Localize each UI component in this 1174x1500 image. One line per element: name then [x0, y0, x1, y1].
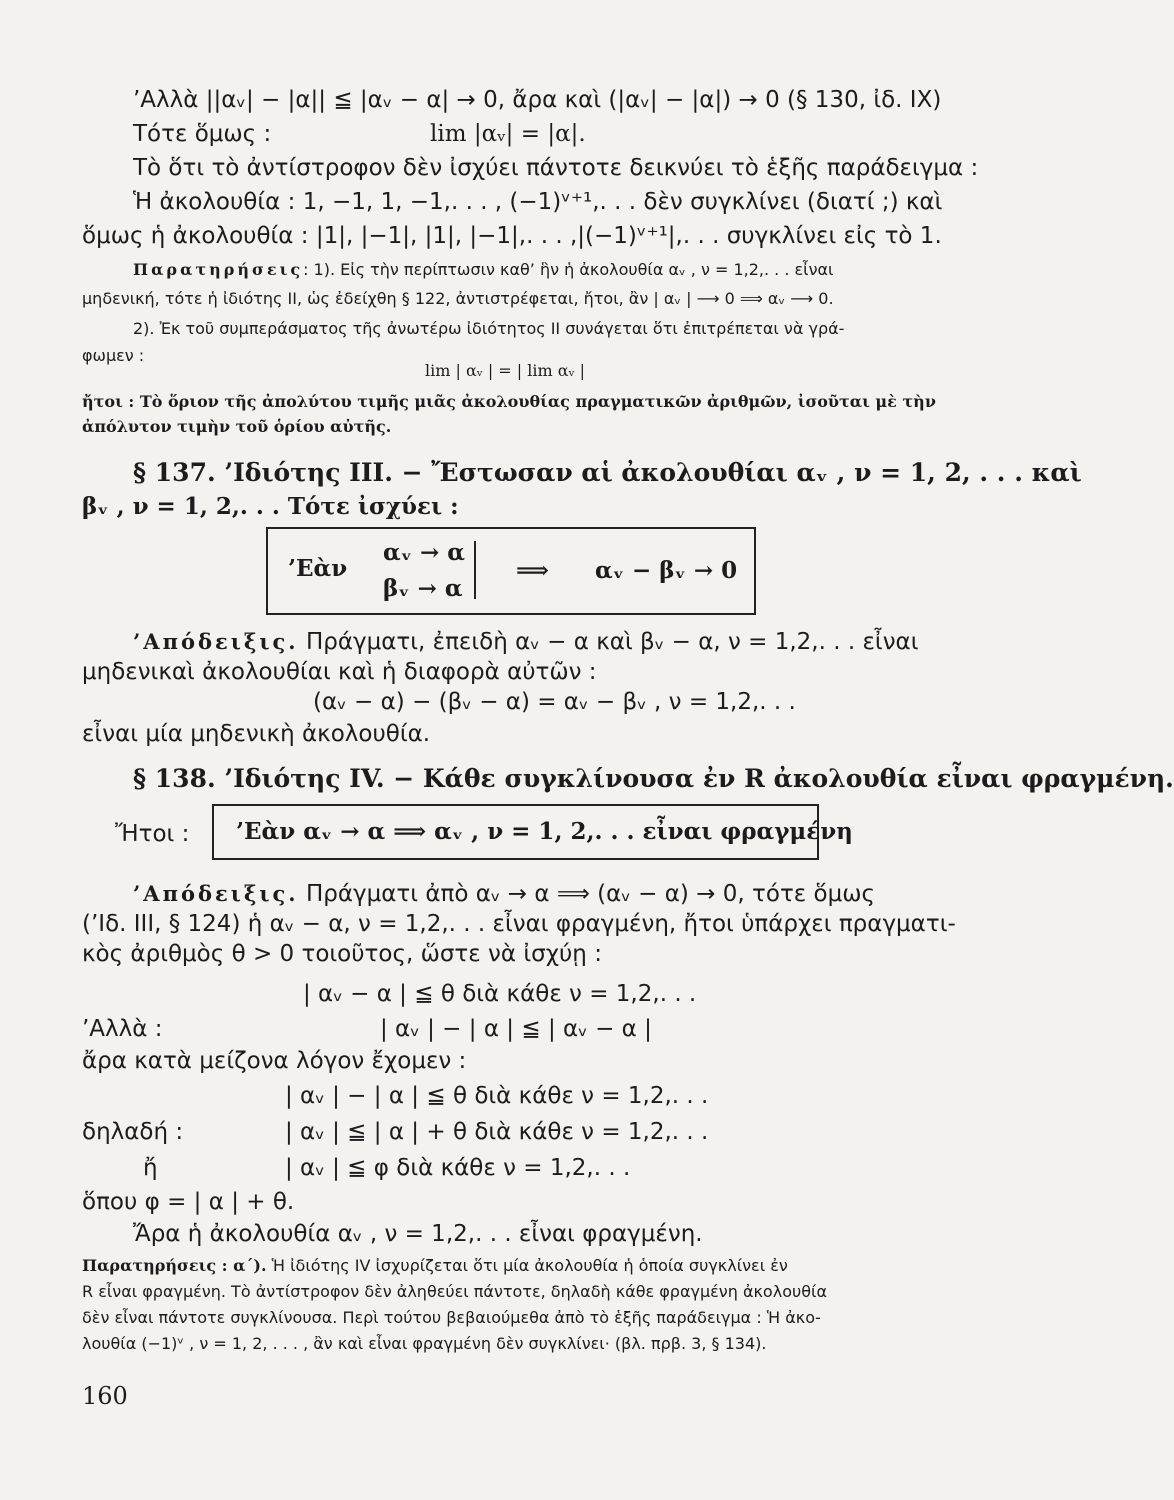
formula-line-5: | αᵥ | ≦ φ διὰ κάθε ν = 1,2,. . . [285, 1155, 631, 1181]
note-line-2: R εἶναι φραγμένη. Τὸ ἀντίστροφον δὲν ἀληθεύει πάντοτε, δηλαδὴ κάθε φραγμένη ἀκολουθία [82, 1282, 827, 1301]
text-line-2: Τότε ὅμως : [133, 121, 272, 147]
note-text-1: Ἡ ἰδιότης IV ἰσχυρίζεται ὅτι μία ἀκολουθία ἡ ὁποία συγκλίνει ἐν [271, 1256, 788, 1275]
note-line-3: δὲν εἶναι πάντοτε συγκλίνουσα. Περὶ τούτου βεβαιούμεθα ἀπὸ τὸ ἑξῆς παράδειγμα : Ἡ ἀκο- [82, 1308, 821, 1327]
proof-line-1 [133, 628, 918, 656]
remarks-line-2: μηδενική, τότε ἡ ἰδιότης II, ὡς ἐδείχθη § 122, ἀντιστρέφεται, ἤτοι, ἂν | αᵥ | ⟶ 0 ⟹ αᵥ ⟶ 0. [82, 289, 834, 308]
proof2-line-1 [133, 880, 875, 908]
conclusion-line: Ἄρα ἡ ἀκολουθία αᵥ , ν = 1,2,. . . εἶναι φραγμένη. [133, 1221, 703, 1247]
proof-label-2: ’Απόδειξις. [133, 881, 299, 906]
box1-premise-a: αᵥ → α [383, 539, 465, 566]
box1-premise-b: βᵥ → α [383, 575, 463, 602]
proof2-line-2: (’Ιδ. III, § 124) ἡ αᵥ − α, ν = 1,2,. . . εἶναι φραγμένη, ἤτοι ὑπάρχει πραγματι- [82, 911, 956, 937]
section-137-line-2: βᵥ , ν = 1, 2,. . . Τότε ἰσχύει : [82, 493, 459, 520]
remarks-label: Παρατηρήσεις [133, 260, 304, 279]
text-line-3: Τὸ ὅτι τὸ ἀντίστροφον δὲν ἰσχύει πάντοτε δεικνύει τὸ ἑξῆς παράδειγμα : [133, 155, 979, 181]
proof2-text-1: Πράγματι ἀπὸ αᵥ → α ⟹ (αᵥ − α) → 0, τότε ὅμως [305, 881, 876, 907]
remarks-line-6: ἀπόλυτον τιμὴν τοῦ ὁρίου αὐτῆς. [82, 417, 392, 436]
proof-label-1: ’Απόδειξις. [133, 629, 299, 654]
note-line-1 [82, 1255, 788, 1277]
alla-label: ’Αλλὰ : [82, 1016, 163, 1042]
remarks-line-1 [133, 259, 833, 281]
page-number: 160 [82, 1382, 128, 1410]
section-138-heading: § 138. ’Ιδιότης IV. − Κάθε συγκλίνουσα ἐν R ἀκολουθία εἶναι φραγμένη. [133, 764, 1174, 793]
or-label: ἤ [143, 1155, 158, 1181]
proof-line-3: (αᵥ − α) − (βᵥ − α) = αᵥ − βᵥ , ν = 1,2,. . . [313, 689, 796, 715]
box1-brace [468, 541, 476, 599]
box1-result: αᵥ − βᵥ → 0 [595, 557, 738, 584]
opou-line: ὅπου φ = | α | + θ. [82, 1189, 295, 1215]
note-line-4: λουθία (−1)ᵛ , ν = 1, 2, . . . , ἂν καὶ εἶναι φραγμένη δὲν συγκλίνει· (βλ. πρβ. 3, § 134). [82, 1334, 767, 1353]
remarks-line-4: φωμεν : [82, 346, 145, 365]
box2-statement: ’Εὰν αᵥ → α ⟹ αᵥ , ν = 1, 2,. . . εἶναι φραγμένη [236, 818, 853, 845]
formula-line-1: | αᵥ − α | ≦ θ διὰ κάθε ν = 1,2,. . . [303, 981, 697, 1007]
box1-implies-arrow: ⟹ [516, 557, 549, 584]
formula-line-4: | αᵥ | ≦ | α | + θ διὰ κάθε ν = 1,2,. . . [285, 1119, 709, 1145]
remarks-line-5: ἤτοι : Τὸ ὅριον τῆς ἀπολύτου τιμῆς μιᾶς ἀκολουθίας πραγματικῶν ἀριθμῶν, ἰσοῦται μὲ τὴν [82, 392, 936, 411]
text-line-4: Ἡ ἀκολουθία : 1, −1, 1, −1,. . . , (−1)ᵛ⁺¹,. . . δὲν συγκλίνει (διατί ;) καὶ [133, 189, 943, 215]
text-line-5: ὅμως ἡ ἀκολουθία : |1|, |−1|, |1|, |−1|,. . . ,|(−1)ᵛ⁺¹|,. . . συγκλίνει εἰς τὸ 1. [82, 223, 942, 249]
section-137-heading: § 137. ’Ιδιότης III. − Ἔστωσαν αἱ ἀκολουθίαι αᵥ , ν = 1, 2, . . . καὶ [133, 458, 1082, 487]
formula-line-2: | αᵥ | − | α | ≦ | αᵥ − α | [380, 1016, 652, 1042]
deladi-label: δηλαδή : [82, 1119, 184, 1145]
text-line-1: ’Αλλὰ ||αᵥ| − |α|| ≦ |αᵥ − α| → 0, ἄρα καὶ (|αᵥ| − |α|) → 0 (§ 130, ἰδ. IX) [133, 87, 942, 113]
remarks-text-1: : 1). Εἰς τὴν περίπτωσιν καθ’ ἣν ἡ ἀκολουθία αᵥ , ν = 1,2,. . . εἶναι [303, 260, 834, 279]
formula-line-3: | αᵥ | − | α | ≦ θ διὰ κάθε ν = 1,2,. . . [285, 1083, 709, 1109]
proof-line-2: μηδενικαὶ ἀκολουθίαι καὶ ἡ διαφορὰ αὐτῶν : [82, 659, 597, 685]
remarks-line-3: 2). Ἐκ τοῦ συμπεράσματος τῆς ἀνωτέρω ἰδιότητος II συνάγεται ὅτι ἐπιτρέπεται νὰ γρά- [133, 319, 845, 338]
proof2-line-4: ἄρα κατὰ μείζονα λόγον ἔχομεν : [82, 1048, 467, 1074]
proof-text-1: Πράγματι, ἐπειδὴ αᵥ − α καὶ βᵥ − α, ν = 1,2,. . . εἶναι [305, 629, 919, 655]
etoi-label: Ἤτοι : [115, 821, 190, 847]
box1-ean: ’Εὰν [288, 555, 348, 582]
proof-line-4: εἶναι μία μηδενικὴ ἀκολουθία. [82, 721, 431, 747]
formula-lim-abs-2: lim | αᵥ | = | lim αᵥ | [425, 361, 585, 380]
note-label: Παρατηρήσεις : α΄). [82, 1256, 267, 1275]
formula-lim-abs: lim |αᵥ| = |α|. [430, 121, 586, 147]
proof2-line-3: κὸς ἀριθμὸς θ > 0 τοιοῦτος, ὥστε νὰ ἰσχύῃ : [82, 941, 602, 967]
